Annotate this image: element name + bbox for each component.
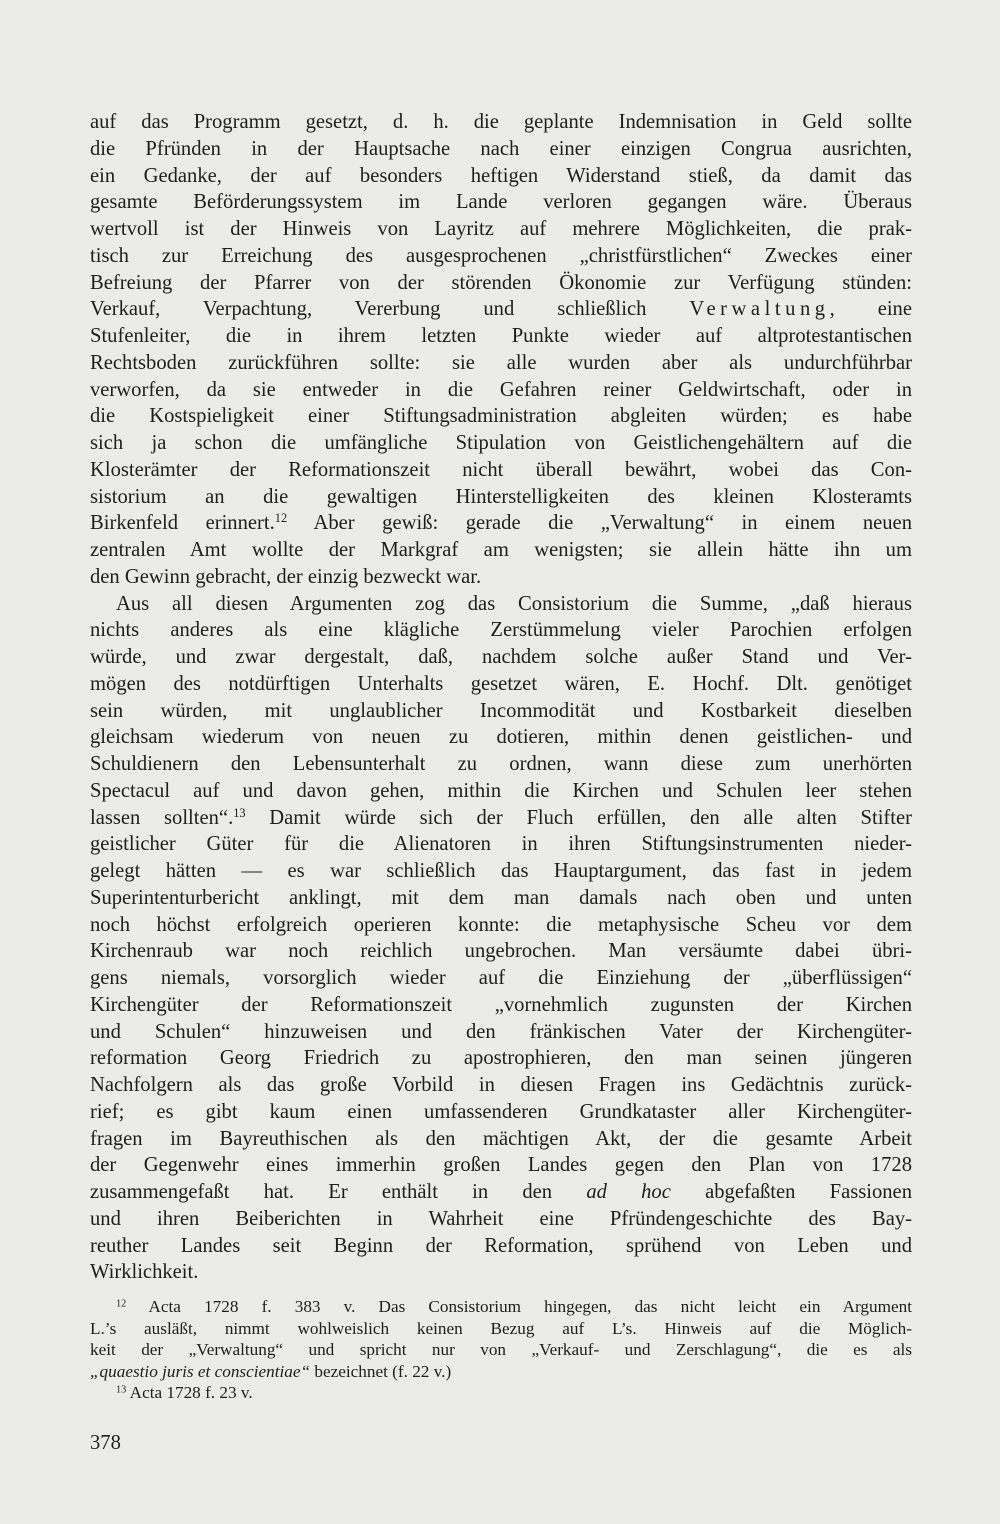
text-line: [90, 510, 912, 537]
text-fragment: Birkenfeld erinnert.: [90, 512, 275, 535]
text-line: geistlicher Güter für die Alienatoren in ihren Stiftungsinstrumenten nieder-: [90, 833, 912, 856]
text-line: den Gewinn gebracht, der einzig bezweckt war.: [90, 565, 482, 588]
text-line: reuther Landes seit Beginn der Reformation, sprühend von Leben und: [90, 1234, 912, 1257]
text-line: gleichsam wiederum von neuen zu dotieren, mithin denen geistlichen- und: [90, 726, 912, 749]
text-line: Nachfolgern als das große Vorbild in diesen Fragen ins Gedächtnis zurück-: [90, 1074, 912, 1096]
footnote-ref-13: 13: [233, 805, 246, 820]
text-line: Stufenleiter, die in ihrem letzten Punkte wieder auf altprotestantischen: [90, 325, 912, 347]
text-line: rief; es gibt kaum einen umfassenderen Grundkataster aller Kirchengüter-: [90, 1100, 912, 1123]
text-line: reformation Georg Friedrich zu apostrophieren, den man seinen jüngeren: [90, 1047, 912, 1070]
text-line: tisch zur Erreichung des ausgesprochenen „christfürstlichen“ Zweckes einer: [90, 244, 912, 267]
footnote-marker: 13: [116, 1384, 127, 1396]
footnote-text: Acta 1728 f. 383 v. Das Consistorium hingegen, das nicht leicht ein Argument: [126, 1297, 912, 1316]
text-fragment: zusammengefaßt hat. Er enthält in den: [90, 1181, 553, 1203]
text-fragment: Aber gewiß: gerade die „Verwaltung“ in einem neuen: [287, 512, 912, 535]
text-line: Kirchenraub war noch reichlich ungebrochen. Man versäumte dabei übri-: [90, 940, 912, 963]
italic-phrase: ad hoc: [586, 1181, 671, 1203]
footnote-line: [90, 1361, 912, 1383]
text-line: gesamte Beförderungssystem im Lande verloren gegangen wäre. Überaus: [90, 191, 912, 214]
text-line: mögen des notdürftigen Unterhalts gesetzet wären, E. Hochf. Dlt. genötiget: [90, 672, 912, 695]
text-line: Rechtsboden zurückführen sollte: sie alle wurden aber als undurchführbar: [90, 351, 912, 374]
footnote-text: Acta 1728 f. 23 v.: [126, 1383, 253, 1403]
text-line: fragen im Bayreuthischen als den mächtigen Akt, der die gesamte Arbeit: [90, 1127, 912, 1150]
text-line: die Pfründen in der Hauptsache nach einer einzigen Congrua ausrichten,: [90, 137, 912, 160]
footnote-13: [90, 1382, 912, 1404]
text-fragment: lassen sollten“.: [90, 806, 234, 829]
text-line: würde, und zwar dergestalt, daß, nachdem solche außer Stand und Ver-: [90, 646, 912, 668]
text-line: noch höchst erfolgreich operieren konnte: die metaphysische Scheu vor dem: [90, 913, 912, 936]
text-line: der Gegenwehr eines immerhin großen Landes gegen den Plan von 1728: [90, 1154, 912, 1177]
text-line: gelegt hätten — es war schließlich das Hauptargument, das fast in jedem: [90, 860, 912, 882]
text-line: Kirchengüter der Reformationszeit „vornehmlich zugunsten der Kirchen: [90, 993, 912, 1016]
text-line: Spectacul auf und davon gehen, mithin die Kirchen und Schulen leer stehen: [90, 779, 912, 802]
body-text: [90, 109, 912, 1286]
text-line: wertvoll ist der Hinweis von Layritz auf mehrere Möglichkeiten, die prak-: [90, 218, 912, 240]
footnote-line: keit der „Verwaltung“ und spricht nur von „Verkauf- und Zerschlagung“, die es als: [90, 1340, 912, 1360]
text-fragment: Verkauf, Verpachtung, Vererbung und schließlich: [90, 298, 647, 321]
text-line: Klosterämter der Reformationszeit nicht überall bewährt, wobei das Con-: [90, 458, 912, 481]
text-line: Schuldienern den Lebensunterhalt zu ordnen, wann diese zum unerhörten: [90, 753, 912, 775]
text-line: Aus all diesen Argumenten zog das Consistorium die Summe, „daß hieraus: [116, 592, 912, 615]
text-line: sistorium an die gewaltigen Hinterstelligkeiten des kleinen Klosteramts: [90, 485, 912, 508]
footnote-text: bezeichnet (f. 22 v.): [310, 1361, 452, 1381]
text-line: sich ja schon die umfängliche Stipulation von Geistlichengehältern auf die: [90, 432, 912, 454]
footnote-marker: 12: [116, 1298, 127, 1310]
text-line: Superintenturbericht anklingt, mit dem man damals nach oben und unten: [90, 886, 912, 909]
text-line: verworfen, da sie entweder in die Gefahren reiner Geldwirtschaft, oder in: [90, 378, 912, 401]
text-line: [90, 805, 912, 832]
text-line: nichts anderes als eine klägliche Zerstümmelung vieler Parochien erfolgen: [90, 619, 912, 642]
footnote-ref-12: 12: [274, 511, 288, 526]
text-line: und Schulen“ hinzuweisen und den fränkischen Vater der Kirchengüter-: [90, 1020, 912, 1043]
text-line: und ihren Beiberichten in Wahrheit eine Pfründengeschichte des Bay-: [90, 1207, 912, 1230]
page-number: 378: [90, 1432, 121, 1454]
footnote-12: [90, 1296, 912, 1318]
italic-phrase: „quaestio juris et conscientiae“: [90, 1361, 311, 1381]
text-line: auf das Programm gesetzt, d. h. die geplante Indemnisation in Geld sollte: [90, 111, 912, 133]
text-line: zentralen Amt wollte der Markgraf am wenigsten; sie allein hätte ihn um: [90, 539, 912, 561]
text-line: Befreiung der Pfarrer von der störenden Ökonomie zur Verfügung stünden:: [90, 271, 912, 294]
text-fragment: Damit würde sich der Fluch erfüllen, den alle alten Stifter: [245, 806, 912, 829]
text-line: gens niemals, vorsorglich wieder auf die Einziehung der „überflüssigen“: [90, 967, 912, 989]
text-line: die Kostspieligkeit einer Stiftungsadministration abgleiten würden; es habe: [90, 405, 912, 428]
text-fragment: abgefaßten Fassionen: [670, 1181, 912, 1203]
footnote-line: L.’s ausläßt, nimmt wohlweislich keinen Bezug auf L’s. Hinweis auf die Möglich-: [90, 1318, 912, 1338]
spaced-emphasis: Verwaltung: [689, 298, 830, 321]
text-line: Wirklichkeit.: [90, 1261, 199, 1284]
text-fragment: , eine: [829, 298, 912, 321]
footnotes: [90, 1296, 912, 1404]
text-line: [90, 296, 912, 323]
text-line: ein Gedanke, der auf besonders heftigen Widerstand stieß, da damit das: [90, 164, 912, 187]
text-line: [90, 1179, 912, 1206]
text-line: sein würden, mit unglaublicher Incommodität und Kostbarkeit dieselben: [90, 699, 912, 722]
